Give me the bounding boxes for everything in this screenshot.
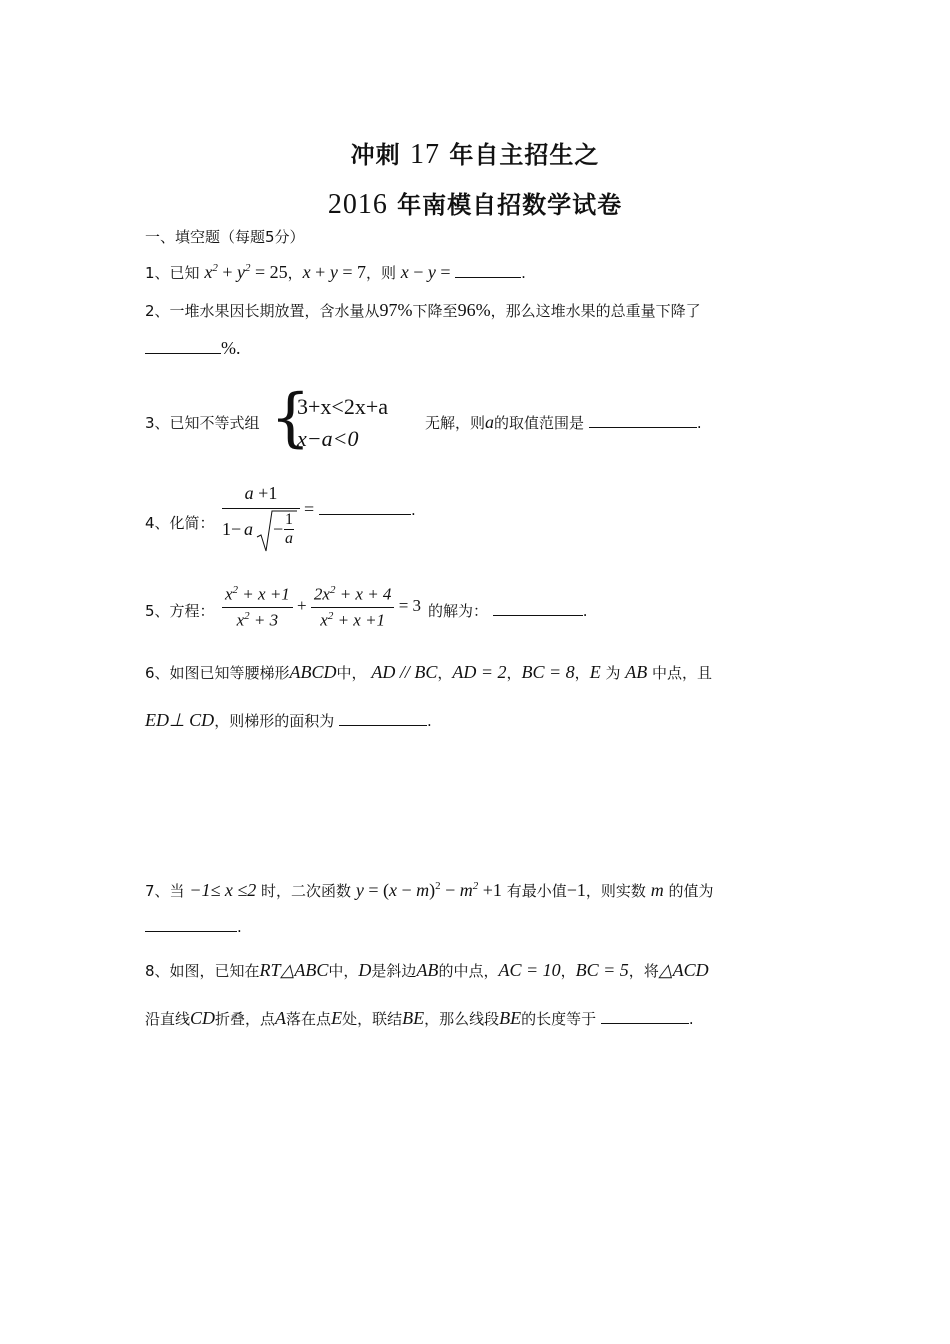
- question-4-tail: = .: [304, 499, 416, 519]
- q5-answer-blank[interactable]: [493, 614, 583, 616]
- q3-inequality-1: 3+x<2x+a: [297, 394, 388, 419]
- q3-answer-blank[interactable]: [589, 426, 697, 428]
- question-2-cont: %.: [145, 338, 241, 359]
- brace-icon: {: [270, 381, 311, 455]
- q4-answer-blank[interactable]: [319, 513, 411, 515]
- title-year: 17: [410, 139, 440, 170]
- question-5-tail: 的解为： .: [428, 602, 588, 620]
- question-8: 8、如图，已知在RT△ABC中，D是斜边AB的中点，AC = 10，BC = 5，将△ACD: [145, 960, 709, 980]
- question-8-cont: 沿直线CD折叠，点A落在点E处，联结BE，那么线段BE的长度等于 .: [145, 1008, 694, 1028]
- q3-inequality-2: x−a<0: [297, 426, 359, 451]
- q8-answer-blank[interactable]: [601, 1022, 689, 1024]
- q1-answer-blank[interactable]: [455, 276, 521, 278]
- title-prefix: 冲刺: [350, 141, 401, 169]
- title-line-1: [0, 135, 950, 171]
- title-suffix: 年自主招生之: [449, 141, 600, 169]
- q7-answer-blank[interactable]: [145, 930, 237, 932]
- q5-equation: $\frac{x^2 + x +1}{x^2 + 3}$ + $\frac{2x^2 + x + 4}{x^2 + x +1}$ = 3: [222, 584, 421, 630]
- question-6-cont: ED⊥ CD，则梯形的面积为 .: [145, 710, 432, 730]
- question-1: 1、已知 $x^2 + y^2 = 25$，x + y = 7，则 x − y = .: [145, 262, 526, 282]
- question-3-tail: 无解，则a的取值范围是 .: [425, 412, 702, 432]
- q1-label: 1、已知: [145, 264, 200, 282]
- q2-answer-blank[interactable]: [145, 352, 221, 354]
- question-7: 7、当 −1≤ x ≤2 时，二次函数 $y = (x - m)^2 - m^2 +1$ 有最小值−1，则实数 m 的值为: [145, 880, 714, 900]
- section-heading: 一、填空题（每题5分）: [145, 228, 305, 246]
- question-5-label: 5、方程：: [145, 602, 215, 620]
- question-2: 2、一堆水果因长期放置，含水量从97%下降至96%，那么这堆水果的总重量下降了: [145, 300, 701, 320]
- question-4-label: 4、化简：: [145, 514, 215, 532]
- question-7-cont: .: [145, 918, 242, 936]
- q6-answer-blank[interactable]: [339, 724, 427, 726]
- question-6: 6、如图已知等腰梯形ABCD中， AD // BC，AD = 2，BC = 8，E 为 AB 中点，且: [145, 662, 713, 682]
- question-3-label: 3、已知不等式组: [145, 414, 260, 432]
- title-line-2: [0, 185, 950, 221]
- q4-fraction: a +1 1− a − 1 a: [222, 483, 300, 559]
- exam-title: 年南模自招数学试卷: [397, 191, 623, 219]
- exam-year: 2016: [327, 189, 388, 220]
